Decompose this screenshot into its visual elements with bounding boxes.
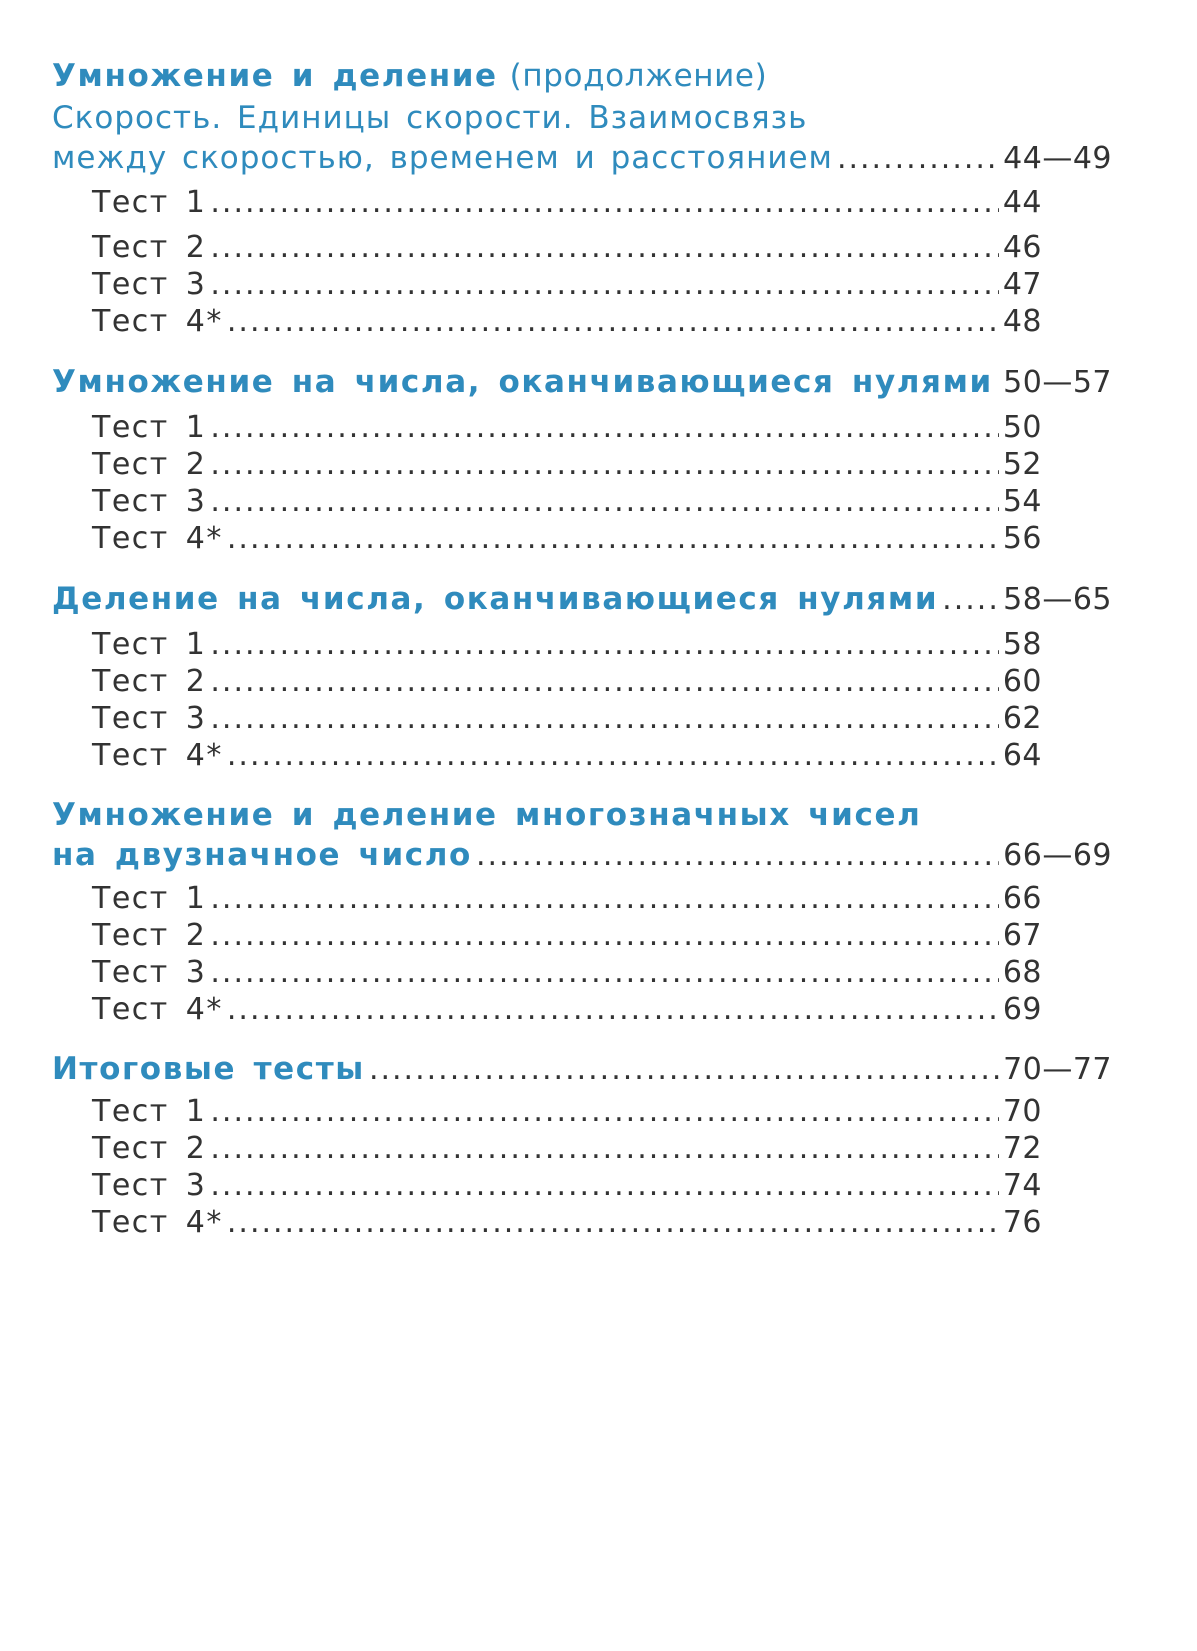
page-number: 54 bbox=[1002, 484, 1042, 519]
toc-entry[interactable] bbox=[92, 627, 1042, 662]
dot-leader bbox=[210, 230, 998, 265]
test-label: Тест 2 bbox=[92, 230, 207, 265]
dot-leader bbox=[227, 304, 999, 339]
section-heading bbox=[52, 58, 1112, 94]
toc-entry[interactable] bbox=[92, 447, 1042, 482]
toc-entry[interactable] bbox=[52, 837, 1112, 873]
section-subtitle-line: между скоростью, временем и расстоянием bbox=[52, 140, 833, 176]
test-label: Тест 1 bbox=[92, 185, 207, 220]
page-range: 66—69 bbox=[1003, 838, 1112, 873]
dot-leader bbox=[210, 267, 998, 302]
page-number: 66 bbox=[1002, 881, 1042, 916]
toc-entry[interactable] bbox=[92, 918, 1042, 953]
dot-leader bbox=[997, 365, 999, 400]
dot-leader bbox=[210, 955, 998, 990]
toc-entry[interactable] bbox=[92, 1205, 1042, 1240]
toc-entry[interactable] bbox=[92, 738, 1042, 773]
section-title: на двузначное число bbox=[52, 837, 472, 873]
page-range: 58—65 bbox=[1003, 582, 1112, 617]
test-label: Тест 4* bbox=[92, 304, 223, 339]
toc-entry[interactable] bbox=[92, 1168, 1042, 1203]
toc-entry[interactable] bbox=[92, 955, 1042, 990]
dot-leader bbox=[210, 627, 998, 662]
toc-entry[interactable] bbox=[92, 701, 1042, 736]
page-number: 67 bbox=[1002, 918, 1042, 953]
test-label: Тест 1 bbox=[92, 881, 207, 916]
dot-leader bbox=[210, 185, 998, 220]
dot-leader bbox=[210, 410, 998, 445]
page-range: 50—57 bbox=[1003, 365, 1112, 400]
section-title: Итоговые тесты bbox=[52, 1051, 365, 1087]
test-label: Тест 3 bbox=[92, 484, 207, 519]
toc-entry[interactable] bbox=[52, 140, 1112, 176]
test-label: Тест 2 bbox=[92, 664, 207, 699]
toc-entry[interactable] bbox=[92, 484, 1042, 519]
page-number: 64 bbox=[1002, 738, 1042, 773]
dot-leader bbox=[210, 484, 998, 519]
section-subtitle bbox=[52, 100, 1112, 136]
toc-entry[interactable] bbox=[92, 267, 1042, 302]
test-label: Тест 4* bbox=[92, 738, 223, 773]
test-label: Тест 2 bbox=[92, 918, 207, 953]
toc-entry[interactable] bbox=[52, 1051, 1112, 1087]
test-label: Тест 3 bbox=[92, 267, 207, 302]
dot-leader bbox=[210, 1094, 998, 1129]
page-number: 47 bbox=[1002, 267, 1042, 302]
page-number: 48 bbox=[1002, 304, 1042, 339]
section-subtitle-line: Скорость. Единицы скорости. Взаимосвязь bbox=[52, 100, 808, 136]
dot-leader bbox=[227, 1205, 999, 1240]
dot-leader bbox=[369, 1052, 999, 1087]
page-range: 70—77 bbox=[1003, 1052, 1112, 1087]
page-number: 44 bbox=[1002, 185, 1042, 220]
dot-leader bbox=[210, 664, 998, 699]
dot-leader bbox=[210, 918, 998, 953]
dot-leader bbox=[476, 838, 999, 873]
page-number: 56 bbox=[1002, 521, 1042, 556]
test-label: Тест 4* bbox=[92, 521, 223, 556]
test-label: Тест 1 bbox=[92, 1094, 207, 1129]
page-number: 52 bbox=[1002, 447, 1042, 482]
test-label: Тест 4* bbox=[92, 1205, 223, 1240]
page-number: 68 bbox=[1002, 955, 1042, 990]
dot-leader bbox=[210, 1131, 998, 1166]
page-number: 72 bbox=[1002, 1131, 1042, 1166]
test-label: Тест 1 bbox=[92, 410, 207, 445]
page-number: 62 bbox=[1002, 701, 1042, 736]
dot-leader bbox=[227, 738, 999, 773]
page-number: 74 bbox=[1002, 1168, 1042, 1203]
toc-entry[interactable] bbox=[92, 185, 1042, 220]
toc-entry[interactable] bbox=[92, 1094, 1042, 1129]
page-number: 46 bbox=[1002, 230, 1042, 265]
test-label: Тест 3 bbox=[92, 701, 207, 736]
toc-entry[interactable] bbox=[92, 992, 1042, 1027]
section-title-suffix: (продолжение) bbox=[509, 58, 768, 94]
dot-leader bbox=[227, 521, 999, 556]
toc-entry[interactable] bbox=[92, 664, 1042, 699]
dot-leader bbox=[227, 992, 999, 1027]
section-title: Умножение на числа, оканчивающиеся нулями bbox=[52, 364, 993, 400]
section-title: Умножение и деление многозначных чисел bbox=[52, 797, 922, 833]
toc-entry[interactable] bbox=[92, 410, 1042, 445]
page-number: 58 bbox=[1002, 627, 1042, 662]
section-title: Деление на числа, оканчивающиеся нулями bbox=[52, 581, 939, 617]
toc-entry[interactable] bbox=[92, 521, 1042, 556]
toc-entry[interactable] bbox=[52, 581, 1112, 617]
dot-leader bbox=[210, 447, 998, 482]
page-number: 70 bbox=[1002, 1094, 1042, 1129]
page-range: 44—49 bbox=[1003, 141, 1112, 176]
section-title: Умножение и деление bbox=[52, 58, 498, 94]
toc-entry[interactable] bbox=[92, 1131, 1042, 1166]
page-number: 69 bbox=[1002, 992, 1042, 1027]
page-number: 50 bbox=[1002, 410, 1042, 445]
dot-leader bbox=[210, 881, 998, 916]
toc-entry[interactable] bbox=[92, 230, 1042, 265]
dot-leader bbox=[210, 701, 998, 736]
page-number: 60 bbox=[1002, 664, 1042, 699]
dot-leader bbox=[837, 141, 999, 176]
test-label: Тест 2 bbox=[92, 447, 207, 482]
test-label: Тест 2 bbox=[92, 1131, 207, 1166]
test-label: Тест 1 bbox=[92, 627, 207, 662]
test-label: Тест 3 bbox=[92, 1168, 207, 1203]
toc-entry[interactable] bbox=[92, 304, 1042, 339]
section-heading bbox=[52, 797, 1112, 833]
dot-leader bbox=[942, 582, 999, 617]
test-label: Тест 3 bbox=[92, 955, 207, 990]
page-number: 76 bbox=[1002, 1205, 1042, 1240]
dot-leader bbox=[210, 1168, 998, 1203]
toc-entry[interactable] bbox=[52, 364, 1112, 400]
test-label: Тест 4* bbox=[92, 992, 223, 1027]
toc-entry[interactable] bbox=[92, 881, 1042, 916]
